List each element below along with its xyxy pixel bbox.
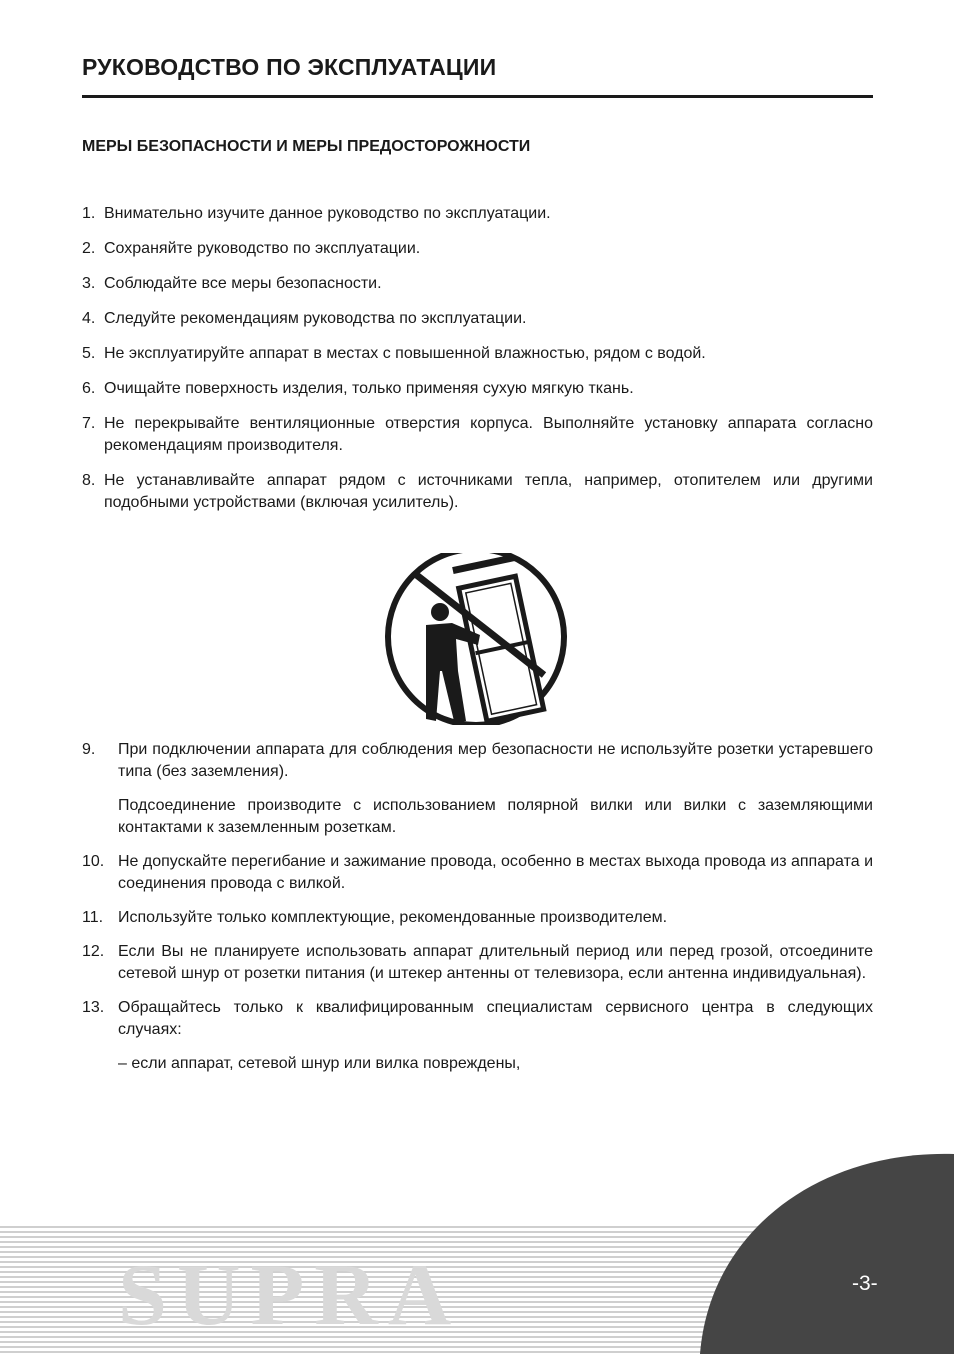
list-item	[82, 378, 873, 400]
item-text: – если аппарат, сетевой шнур или вилка повреждены,	[118, 1055, 521, 1072]
item-text: Сохраняйте руководство по эксплуатации.	[104, 240, 421, 257]
item-number: 6.	[82, 380, 96, 397]
item-text: Внимательно изучите данное руководство по эксплуатации.	[104, 205, 551, 222]
item-number: 2.	[82, 240, 96, 257]
list-item	[82, 308, 873, 330]
list-item	[82, 343, 873, 365]
brand-logo: SUPRA	[118, 1247, 462, 1344]
item-number: 7.	[82, 415, 96, 432]
list-item	[82, 997, 873, 1041]
item-text: Не перекрывайте вентиляционные отверстия корпуса. Выполняйте установку аппарата согласно рекомендациям производителя.	[104, 415, 873, 454]
item-text: Очищайте поверхность изделия, только применяя сухую мягкую ткань.	[104, 380, 634, 397]
item-text: Используйте только комплектующие, рекомендованные производителем.	[118, 909, 668, 926]
item-text: Не устанавливайте аппарат рядом с источниками тепла, например, отопителем или другими подобными устройствами (включая усилитель).	[104, 472, 873, 511]
item-number: 4.	[82, 310, 96, 327]
item-text: Если Вы не планируете использовать аппарат длительный период или перед грозой, отсоедините сетевой шнур от розетки питания (и штекер антенны от телевизора, если антенна индивидуальная).	[118, 943, 873, 982]
item-number: 13.	[82, 999, 105, 1016]
safety-list-part2	[82, 739, 873, 1087]
list-item	[82, 739, 873, 783]
item-text: При подключении аппарата для соблюдения мер безопасности не используйте розетки устаревшего типа (без заземления).	[118, 741, 873, 780]
item-text: Подсоединение производите с использованием полярной вилки или вилки с заземляющими контактами к заземленным розеткам.	[118, 797, 873, 836]
item-number: 5.	[82, 345, 96, 362]
list-item-continuation	[82, 1053, 873, 1075]
list-item	[82, 941, 873, 985]
page-number: -3-	[852, 1272, 878, 1295]
list-item	[82, 238, 873, 260]
item-text: Не допускайте перегибание и зажимание провода, особенно в местах выхода провода из аппарата и соединения провода с вилкой.	[118, 853, 873, 892]
item-text: Не эксплуатируйте аппарат в местах с повышенной влажностью, рядом с водой.	[104, 345, 706, 362]
item-text: Обращайтесь только к квалифицированным специалистам сервисного центра в следующих случаях:	[118, 999, 873, 1038]
item-number: 1.	[82, 205, 96, 222]
page-title: РУКОВОДСТВО ПО ЭКСПЛУАТАЦИИ	[82, 54, 497, 80]
list-item-continuation	[82, 795, 873, 839]
item-number: 9.	[82, 741, 96, 758]
item-number: 8.	[82, 472, 96, 489]
list-item	[82, 907, 873, 929]
item-number: 10.	[82, 853, 105, 870]
list-item	[82, 470, 873, 514]
item-text: Соблюдайте все меры безопасности.	[104, 275, 382, 292]
list-item	[82, 203, 873, 225]
item-number: 3.	[82, 275, 96, 292]
section-heading: МЕРЫ БЕЗОПАСНОСТИ И МЕРЫ ПРЕДОСТОРОЖНОСТИ	[82, 138, 531, 155]
no-tipping-appliance-icon	[380, 553, 575, 725]
safety-list-part1	[82, 203, 873, 527]
page-corner-shape	[700, 1150, 954, 1354]
title-divider	[82, 95, 873, 98]
item-number: 12.	[82, 943, 105, 960]
item-number: 11.	[82, 909, 104, 926]
list-item	[82, 851, 873, 895]
list-item	[82, 273, 873, 295]
list-item	[82, 413, 873, 457]
item-text: Следуйте рекомендациям руководства по эксплуатации.	[104, 310, 527, 327]
